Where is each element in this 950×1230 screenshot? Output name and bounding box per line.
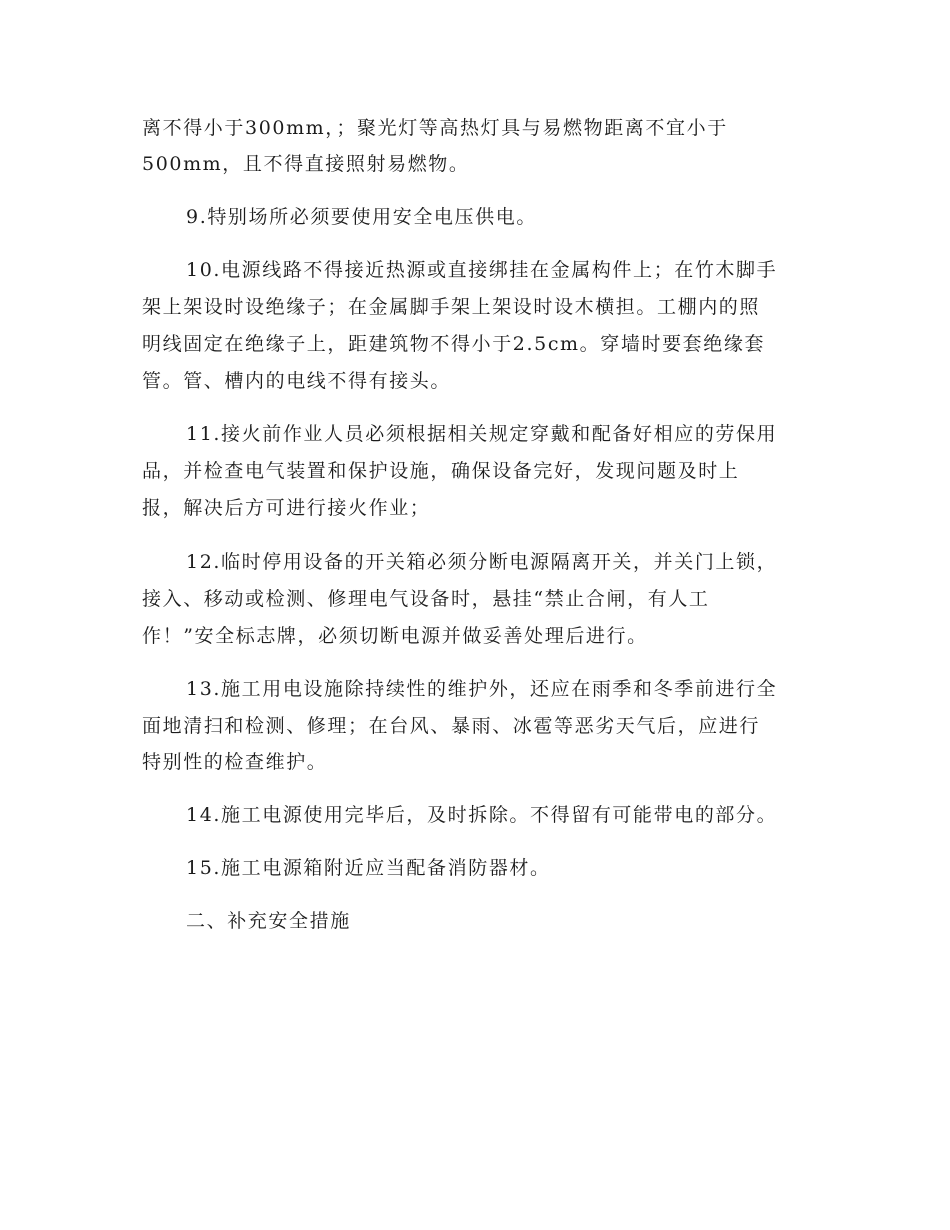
item-12-line-3: 作！”安全标志牌，必须切断电源并做妥善处理后进行。 bbox=[142, 625, 648, 647]
item-13-line-2: 面地清扫和检测、修理；在台风、暴雨、冰雹等恶劣天气后，应进行 bbox=[142, 715, 761, 737]
item-12-line-2: 接入、移动或检测、修理电气设备时，悬挂“禁止合闸，有人工 bbox=[142, 588, 710, 610]
item-14-line-1: 14.施工电源使用完毕后，及时拆除。不得留有可能带电的部分。 bbox=[186, 804, 778, 826]
item-10-line-1: 10.电源线路不得接近热源或直接绑挂在金属构件上；在竹木脚手 bbox=[186, 259, 778, 281]
paragraph-continuation-line-2: 500mm，且不得直接照射易燃物。 bbox=[142, 153, 470, 175]
item-11-line-3: 报，解决后方可进行接火作业； bbox=[142, 497, 431, 519]
item-13-line-3: 特别性的检查维护。 bbox=[142, 751, 328, 773]
item-10-line-3: 明线固定在绝缘子上，距建筑物不得小于2.5cm。穿墙时要套绝缘套 bbox=[142, 333, 766, 355]
item-9-line-1: 9.特别场所必须要使用安全电压供电。 bbox=[186, 206, 537, 228]
item-10-line-2: 架上架设时设绝缘子；在金属脚手架上架设时设木横担。工棚内的照 bbox=[142, 296, 761, 318]
section-heading: 二、补充安全措施 bbox=[186, 910, 351, 932]
item-12-line-1: 12.临时停用设备的开关箱必须分断电源隔离开关，并关门上锁， bbox=[186, 551, 778, 573]
item-11-line-2: 品，并检查电气装置和保护设施，确保设备完好，发现问题及时上 bbox=[142, 460, 740, 482]
item-10-line-4: 管。管、槽内的电线不得有接头。 bbox=[142, 370, 452, 392]
item-15-line-1: 15.施工电源箱附近应当配备消防器材。 bbox=[186, 857, 551, 879]
item-11-line-1: 11.接火前作业人员必须根据相关规定穿戴和配备好相应的劳保用 bbox=[186, 423, 778, 445]
item-13-line-1: 13.施工用电设施除持续性的维护外，还应在雨季和冬季前进行全 bbox=[186, 678, 778, 700]
paragraph-continuation-line-1: 离不得小于300mm，；聚光灯等高热灯具与易燃物距离不宜小于 bbox=[142, 117, 728, 139]
